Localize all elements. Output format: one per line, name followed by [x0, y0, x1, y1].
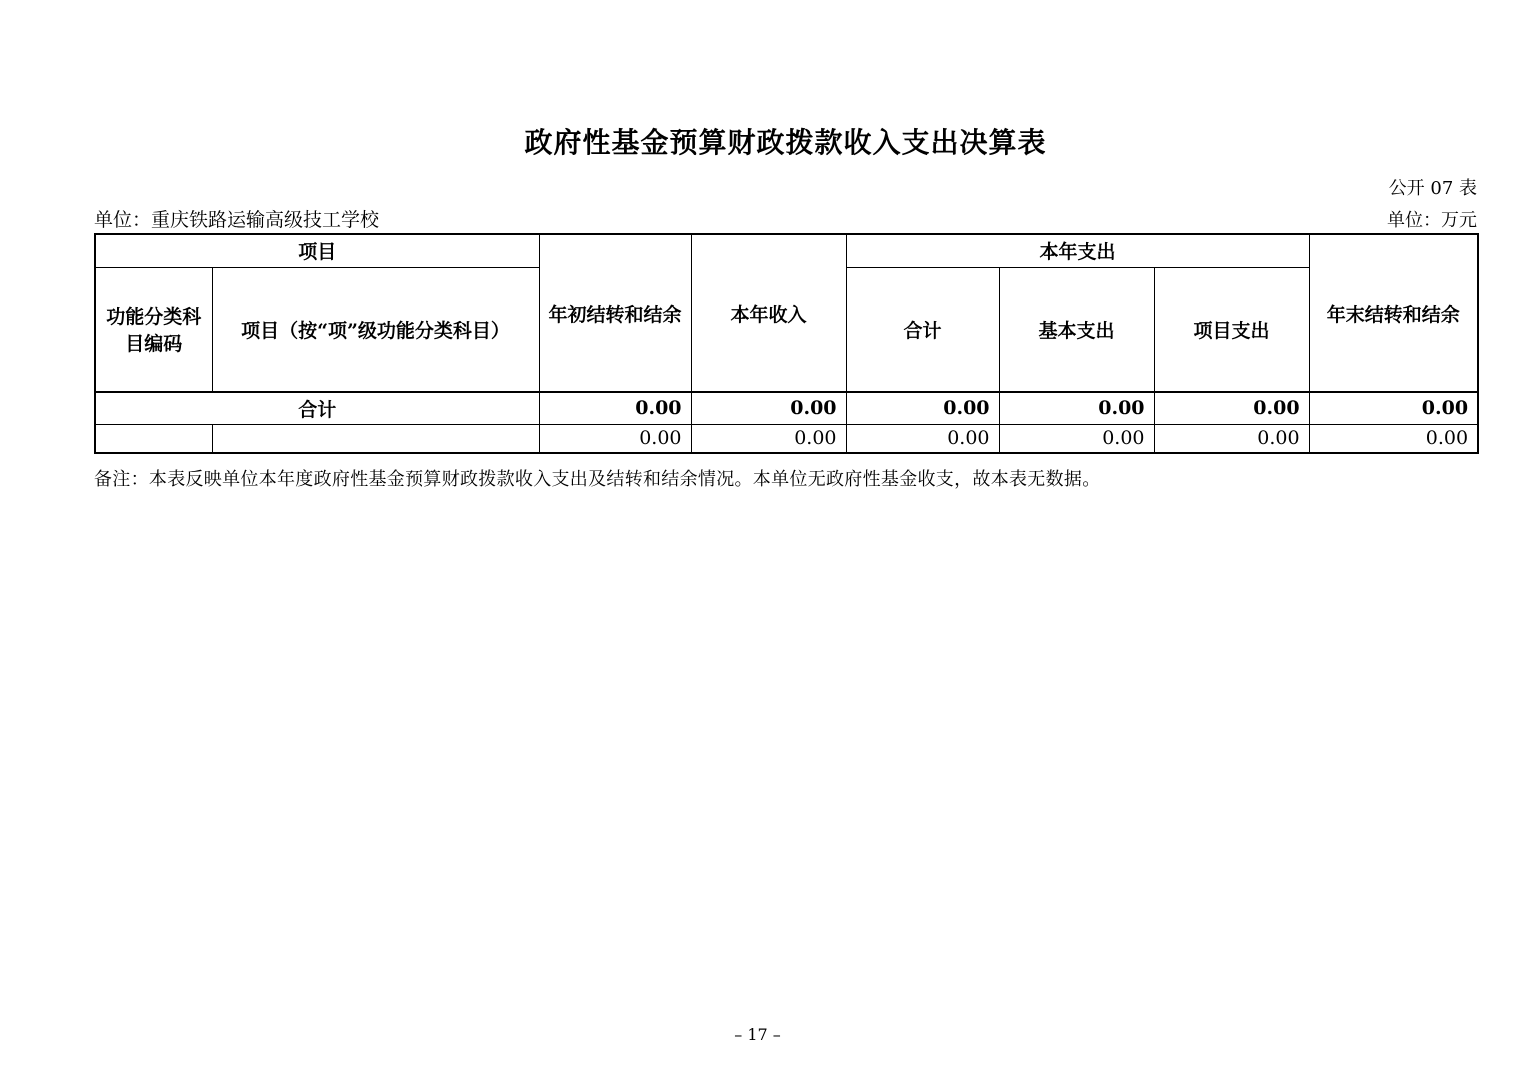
unit-name-label: 单位：重庆铁路运输高级技工学校: [94, 209, 380, 231]
row-project-name-cell: [212, 424, 539, 453]
header-project-expense: 项目支出: [1154, 267, 1309, 392]
header-project-group: 项目: [95, 234, 539, 267]
header-project-item: 项目（按“项”级功能分类科目）: [212, 267, 539, 392]
table-row-total: [95, 392, 1478, 424]
row-year-income-value: 0.00: [691, 424, 846, 453]
table-row: [95, 424, 1478, 453]
total-end-balance-value: 0.00: [1309, 392, 1478, 424]
row-project-expense-value: 0.00: [1154, 424, 1309, 453]
total-row-label: 合计: [95, 392, 539, 424]
page-title: 政府性基金预算财政拨款收入支出决算表: [524, 126, 1047, 159]
total-expense-total-value: 0.00: [846, 392, 999, 424]
header-expense-total: 合计: [846, 267, 999, 392]
header-year-income: 本年收入: [691, 234, 846, 392]
row-func-code-cell: [95, 424, 212, 453]
table-note: 备注：本表反映单位本年度政府性基金预算财政拨款收入支出及结转和结余情况。本单位无政府性基金收支，故本表无数据。: [94, 469, 1101, 490]
unit-measure-label: 单位：万元: [1387, 210, 1477, 231]
page-number: – 17 –: [734, 1025, 781, 1044]
total-year-income-value: 0.00: [691, 392, 846, 424]
header-end-balance: 年末结转和结余: [1309, 234, 1478, 392]
total-basic-expense-value: 0.00: [999, 392, 1154, 424]
row-end-balance-value: 0.00: [1309, 424, 1478, 453]
table-code: 公开 07 表: [1388, 178, 1477, 199]
row-begin-balance-value: 0.00: [539, 424, 691, 453]
fund-budget-table: [94, 233, 1479, 454]
total-begin-balance-value: 0.00: [539, 392, 691, 424]
table-header-row-1: [95, 234, 1478, 267]
header-year-expense-group: 本年支出: [846, 234, 1309, 267]
header-func-code: 功能分类科目编码: [95, 267, 212, 392]
total-project-expense-value: 0.00: [1154, 392, 1309, 424]
unit-row: [94, 205, 1477, 232]
header-begin-balance: 年初结转和结余: [539, 234, 691, 392]
header-basic-expense: 基本支出: [999, 267, 1154, 392]
row-expense-total-value: 0.00: [846, 424, 999, 453]
row-basic-expense-value: 0.00: [999, 424, 1154, 453]
